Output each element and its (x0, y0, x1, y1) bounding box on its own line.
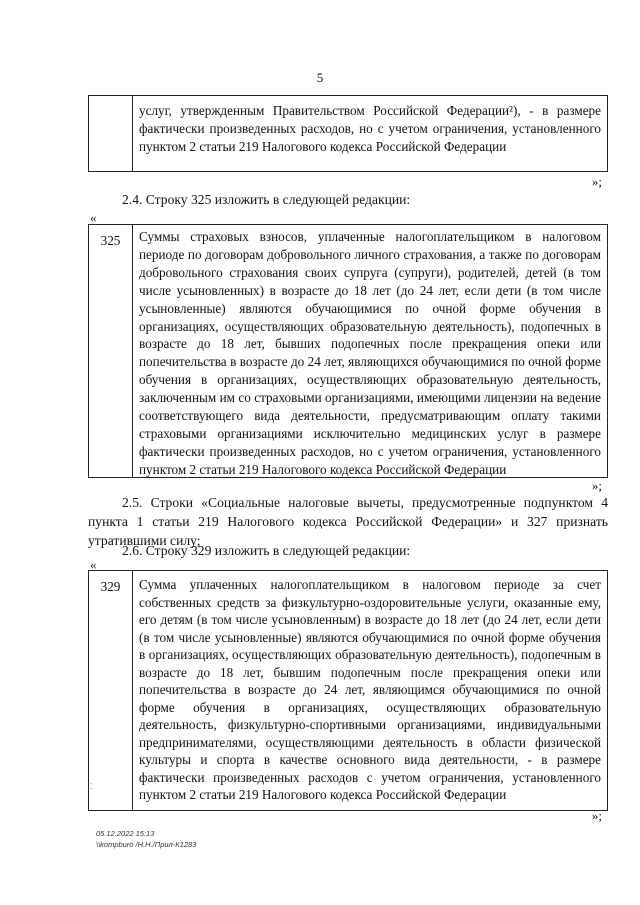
footer-date: 05.12.2022 15:13 (96, 829, 155, 838)
row-number-cell (89, 96, 133, 171)
opening-quote: « (90, 210, 97, 225)
row-number-329: 329 (89, 571, 133, 810)
opening-quote: « (90, 557, 97, 572)
table-row-325 (88, 224, 608, 478)
table-row-329 (88, 570, 608, 811)
row-text-329: Сумма уплаченных налогоплательщиком в налоговом периоде за счет собственных средств за физкультурно-оздоровительные услуги, оказанные ему, его детям (в том числе усыновленным) в возрасте до 18 лет (до 24 лет, если дети (в том числе усыновленные) являются обучающимися по очной форме обучения в организациях, осуществляющих образовательную деятельность), подопечным в возрасте до 18 лет, бывшим подопечным после прекращения опеки или попечительства в возрасте до 24 лет, являющимся обучающимися по очной форме обучения в организациях, осуществляющих образовательную деятельность, физкультурно-спортивными организациями, индивидуальными предпринимателями, осуществляющими деятельность в области физической культуры и спорта в качестве основного вида деятельности, - в размере фактически произведенных расходов с учетом ограничения, установленного пунктом 2 статьи 219 Налогового кодекса Российской Федерации (139, 577, 601, 802)
paragraph-2-5: 2.5. Строки «Социальные налоговые вычеты, предусмотренные подпунктом 4 пункта 1 статьи 219 Налогового кодекса Российской Федерации» и 327 признать утратившими силу; (88, 495, 608, 548)
paragraph-2-6: 2.6. Строку 329 изложить в следующей редакции: (122, 543, 411, 558)
closing-quote: »; (591, 808, 602, 823)
paragraph-2-4: 2.4. Строку 325 изложить в следующей редакции: (122, 192, 411, 207)
closing-quote: »; (591, 478, 602, 493)
page-number: 5 (316, 70, 324, 85)
scan-artifact-icon: ⁚ (90, 782, 93, 791)
row-text-325: Суммы страховых взносов, уплаченные налогоплательщиком в налоговом периоде по договорам добровольного личного страхования, а также по договорам добровольного страхования своих супруга (супруги), родителей, детей (в том числе усыновленных) в возрасте до 18 лет (до 24 лет, если дети (в том числе усыновленные) являются обучающимися по очной форме обучения в организациях, осуществляющих образовательную деятельность), подопечных в возрасте до 18 лет, бывших подопечных после прекращения опеки или попечительства в возрасте до 24 лет, являющихся обучающимися по очной форме обучения в организациях, осуществляющих образовательную деятельность, заключенным им со страховыми организациями, имеющими лицензии на ведение соответствующего вида деятельности, предусматривающим оплату такими страховыми организациями исключительно медицинских услуг в размере фактически произведенных расходов, но с учетом ограничения, установленного пунктом 2 статьи 219 Налогового кодекса Российской Федерации (139, 229, 601, 477)
footer-ref: \\kompburo /Н.Н./Прил-К1283 (96, 840, 197, 849)
row-number-325: 325 (89, 225, 133, 477)
closing-quote: »; (591, 174, 602, 189)
row-text-cell: услуг, утвержденным Правительством Российской Федерации²), - в размере фактически произведенных расходов, но с учетом ограничения, установленного пунктом 2 статьи 219 Налогового кодекса Российской Федерации (139, 103, 601, 155)
table-row-continued (88, 95, 608, 172)
